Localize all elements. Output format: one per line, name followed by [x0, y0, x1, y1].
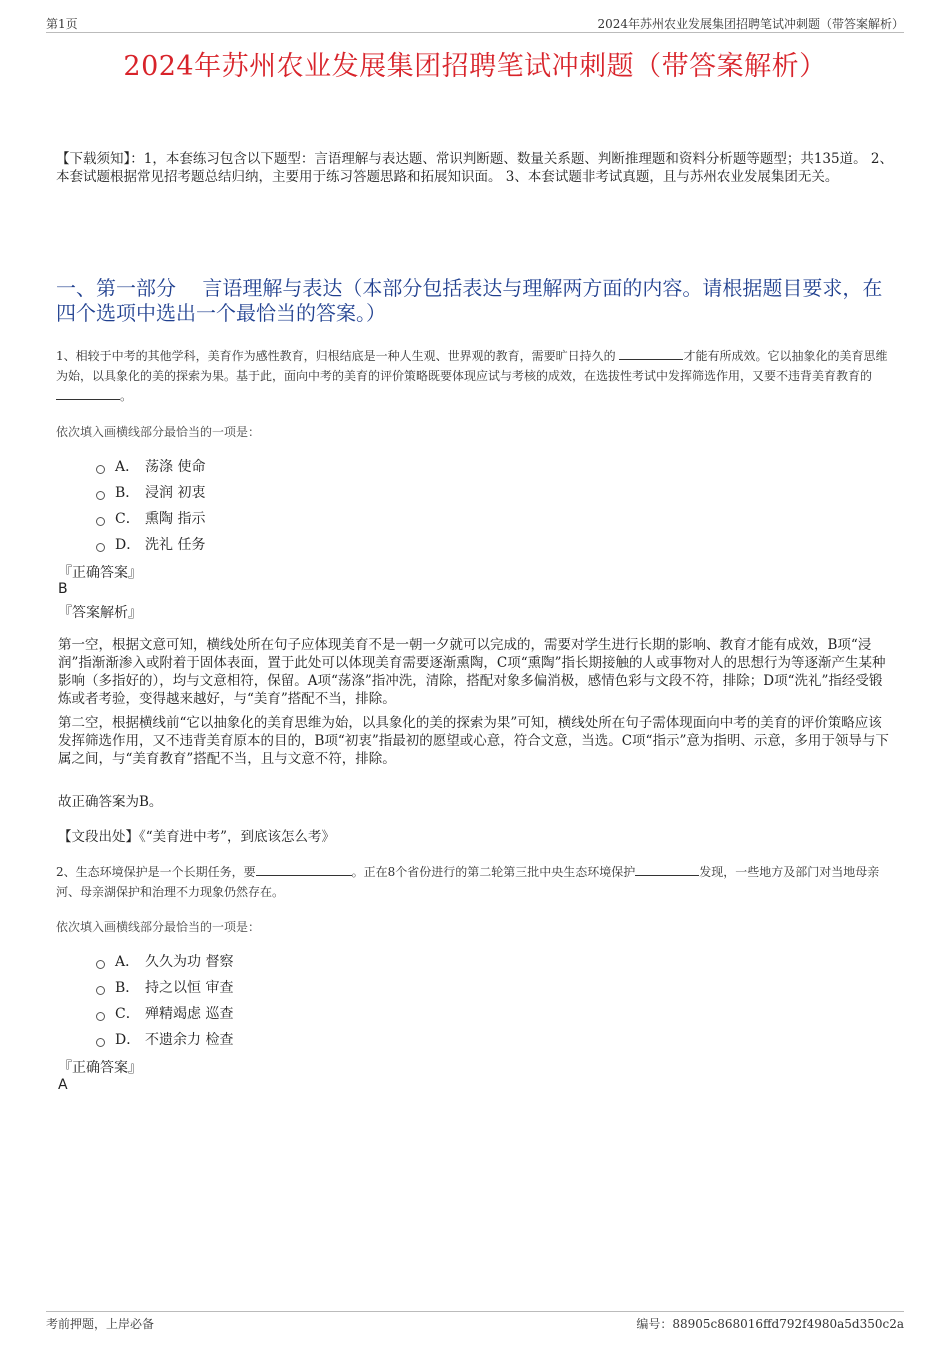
option-d[interactable] [96, 1026, 233, 1052]
option-text: 熏陶 指示 [145, 511, 206, 527]
fill-blank [619, 347, 683, 360]
option-a[interactable] [96, 948, 233, 974]
option-text: 殚精竭虑 巡查 [145, 1006, 234, 1022]
fill-blank [256, 863, 352, 876]
page-footer [46, 1311, 904, 1332]
radio-icon[interactable] [96, 543, 105, 552]
radio-icon[interactable] [96, 491, 105, 500]
option-b[interactable] [96, 479, 205, 505]
question-1-instruction: 依次填入画横线部分最恰当的一项是： [56, 425, 261, 439]
option-key: D． [115, 1032, 141, 1048]
option-c[interactable] [96, 1000, 233, 1026]
option-key: B． [115, 485, 140, 501]
correct-answer: B [58, 581, 68, 597]
analysis-conclusion: 故正确答案为B。 [58, 794, 163, 810]
header-doc-title: 2024年苏州农业发展集团招聘笔试冲刺题（带答案解析） [597, 17, 904, 31]
radio-icon[interactable] [96, 517, 105, 526]
question-2-stem [56, 862, 894, 902]
radio-icon[interactable] [96, 960, 105, 969]
document-title: 2024年苏州农业发展集团招聘笔试冲刺题（带答案解析） [123, 51, 827, 82]
option-d[interactable] [96, 531, 205, 557]
question-2-stem-part: 。正在8个省份进行的第二轮第三批中央生态环境保护 [351, 865, 636, 879]
question-2-stem-part: 发现，一些地方及部门对当地母亲河、母亲湖保护和治理不力现象仍然存在。 [56, 865, 880, 899]
footer-serial: 编号：88905c868016ffd792f4980a5d350c2a [636, 1317, 904, 1331]
option-key: C． [115, 511, 140, 527]
option-b[interactable] [96, 974, 233, 1000]
option-text: 不遗余力 检查 [145, 1032, 234, 1048]
footer-slogan: 考前押题，上岸必备 [46, 1317, 155, 1331]
option-key: A． [115, 459, 140, 475]
analysis-paragraph: 第一空，根据文意可知，横线处所在句子应体现美育不是一朝一夕就可以完成的，需要对学生进行长期的影响、教育才能有成效，B项“浸润”指渐渐渗入或附着于固体表面，置于此处可以体现美育需要逐渐熏陶，C项“熏陶”指长期接触的人或事物对人的思想行为等逐渐产生某种影响（多指好的），均与文意相符，保留。A项“荡涤”指冲洗，清除，搭配对象多偏消极，感情色彩与文段不符，排除；D项“洗礼”指经受锻炼或者考验，变得越来越好，与“美育”搭配不当，排除。 [58, 637, 886, 707]
option-c[interactable] [96, 505, 205, 531]
question-1-stem [56, 346, 894, 406]
question-1-stem-part: 1、相较于中考的其他学科，美育作为感性教育，归根结底是一种人生观、世界观的教育，需要旷日持久的 [56, 349, 616, 363]
question-1-stem-part: 才能有所成效。它以抽象化的美育思维为始，以具象化的美的探索为果。基于此，面向中考的美育的评价策略既要体现应试与考核的成效，在选拔性考试中发挥筛选作用，又要不违背美育教育的 [56, 349, 888, 383]
radio-icon[interactable] [96, 1012, 105, 1021]
download-notice: 【下载须知】：1，本套练习包含以下题型：言语理解与表达题、常识判断题、数量关系题、判断推理题和资料分析题等题型；共135道。 2、本套试题根据常见招考题总结归纳，主要用于练习答题思路和拓展知识面。 3、本套试题非考试真题，且与苏州农业发展集团无关。 [56, 151, 893, 185]
option-key: B． [115, 980, 140, 996]
option-text: 久久为功 督察 [145, 954, 234, 970]
radio-icon[interactable] [96, 465, 105, 474]
question-2-options [96, 948, 233, 1052]
option-text: 荡涤 使命 [145, 459, 206, 475]
option-key: A． [115, 954, 140, 970]
passage-source: 【文段出处】《“美育进中考”，到底该怎么考》 [58, 829, 336, 845]
correct-answer: A [58, 1077, 68, 1093]
radio-icon[interactable] [96, 1038, 105, 1047]
analysis-label: 『答案解析』 [58, 605, 142, 621]
option-text: 浸润 初衷 [145, 485, 206, 501]
analysis-paragraph: 第二空，根据横线前“它以抽象化的美育思维为始，以具象化的美的探索为果”可知，横线处所在句子需体现面向中考的美育的评价策略应该发挥筛选作用，又不违背美育原本的目的，B项“初衷”指最初的愿望或心意，符合文意，当选。C项“指示”意为指明、示意，多用于领导与下属之间，与“美育教育”搭配不当，且与文意不符，排除。 [58, 715, 889, 767]
radio-icon[interactable] [96, 986, 105, 995]
option-key: C． [115, 1006, 140, 1022]
option-key: D． [115, 537, 141, 553]
option-text: 持之以恒 审查 [145, 980, 234, 996]
question-2-stem-part: 2、生态环境保护是一个长期任务，要 [56, 865, 256, 879]
option-text: 洗礼 任务 [145, 537, 206, 553]
option-a[interactable] [96, 453, 205, 479]
fill-blank [635, 863, 699, 876]
correct-answer-label: 『正确答案』 [58, 565, 142, 581]
fill-blank [56, 387, 120, 400]
correct-answer-label: 『正确答案』 [58, 1060, 142, 1076]
page-header [46, 14, 904, 33]
question-2-instruction: 依次填入画横线部分最恰当的一项是： [56, 920, 261, 934]
question-1-stem-part: 。 [120, 389, 133, 403]
question-1-options [96, 453, 205, 557]
page-number: 第1页 [46, 17, 78, 31]
section-title: 一、第一部分 言语理解与表达（本部分包括表达与理解两方面的内容。请根据题目要求，在四个选项中选出一个最恰当的答案。） [56, 276, 883, 325]
